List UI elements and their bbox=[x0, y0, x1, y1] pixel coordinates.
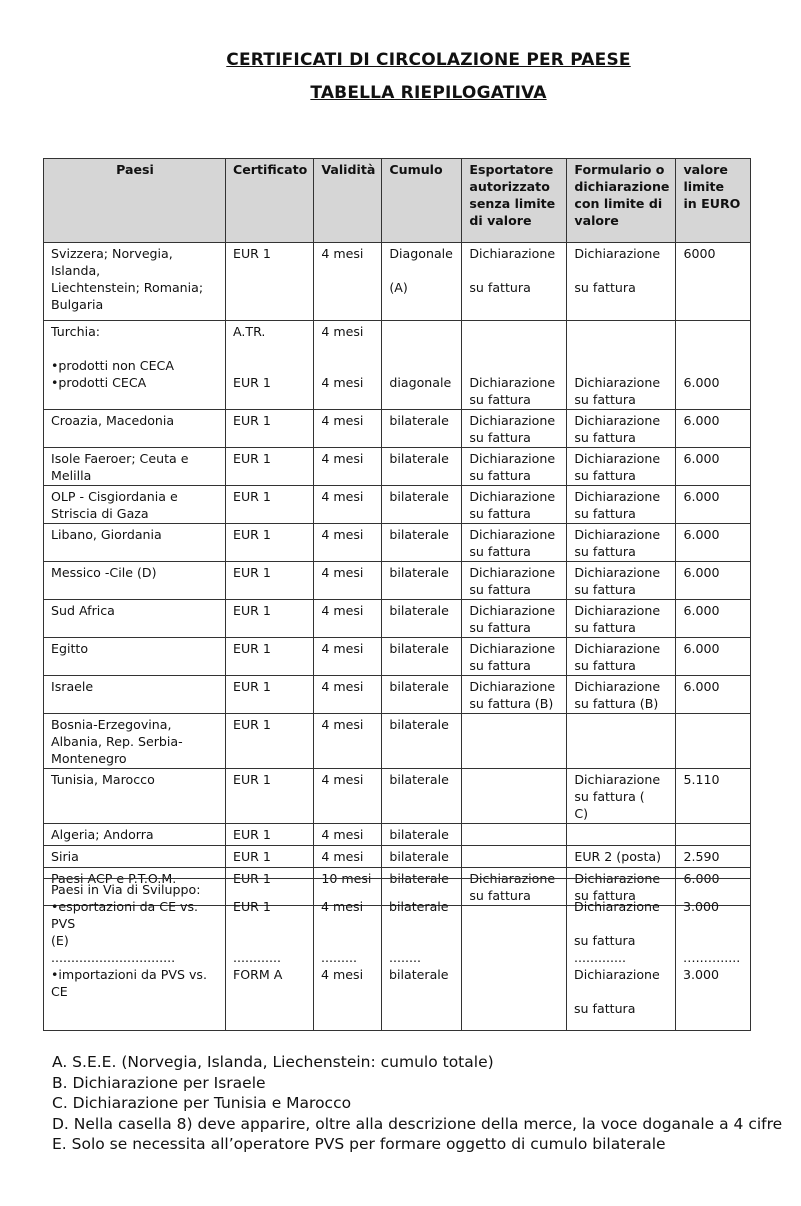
table-header-row bbox=[44, 159, 751, 243]
cell-formulario: Dichiarazione su fattura bbox=[567, 868, 676, 906]
cell-cumulo: Diagonale (A) bbox=[382, 243, 462, 321]
cell-validita: 4 mesi bbox=[314, 714, 382, 769]
pvs-cumulo: bilaterale ........ bilaterale bbox=[382, 879, 462, 1031]
footnote-a: A. S.E.E. (Norvegia, Islanda, Liechenstein: cumulo totale) bbox=[52, 1053, 494, 1071]
header-esportatore: Esportatore autorizzato senza limite di valore bbox=[462, 159, 567, 243]
cell-paesi: Croazia, Macedonia bbox=[44, 410, 226, 448]
footnote-c: C. Dichiarazione per Tunisia e Marocco bbox=[52, 1094, 352, 1112]
cell-esportatore: Dichiarazione su fattura bbox=[462, 600, 567, 638]
footnote-b: B. Dichiarazione per Israele bbox=[52, 1073, 266, 1092]
cell-esportatore: Dichiarazione su fattura (B) bbox=[462, 676, 567, 714]
cell-paesi: Turchia: •prodotti non CECA •prodotti CECA bbox=[44, 321, 226, 410]
footnote-e: E. Solo se necessita all’operatore PVS per formare oggetto di cumulo bilaterale bbox=[52, 1135, 666, 1153]
cell-paesi: Bosnia-Erzegovina, Albania, Rep. Serbia- Montenegro bbox=[44, 714, 226, 769]
cell-formulario: Dichiarazione su fattura bbox=[567, 321, 676, 410]
pvs-formulario: Dichiarazione su fattura ............. Dichiarazione su fattura bbox=[567, 879, 676, 1031]
table-row bbox=[44, 600, 751, 638]
cell-certificato: EUR 1 bbox=[226, 846, 314, 868]
cell-cumulo: bilaterale bbox=[382, 769, 462, 824]
table-row bbox=[44, 769, 751, 824]
cell-paesi: Libano, Giordania bbox=[44, 524, 226, 562]
cell-valore: 6.000 bbox=[676, 868, 751, 906]
header-formulario: Formulario o dichiarazione con limite di valore bbox=[567, 159, 676, 243]
cell-esportatore: Dichiarazione su fattura bbox=[462, 321, 567, 410]
cell-cumulo: bilaterale bbox=[382, 868, 462, 906]
cell-valore: 6.000 bbox=[676, 638, 751, 676]
cell-esportatore bbox=[462, 824, 567, 846]
cell-formulario bbox=[567, 824, 676, 846]
cell-formulario: Dichiarazione su fattura bbox=[567, 243, 676, 321]
cell-validita: 4 mesi bbox=[314, 524, 382, 562]
cell-paesi: OLP - Cisgiordania e Striscia di Gaza bbox=[44, 486, 226, 524]
summary-table bbox=[43, 158, 751, 906]
pvs-table bbox=[43, 878, 751, 1031]
cell-formulario: EUR 2 (posta) bbox=[567, 846, 676, 868]
cell-paesi: Paesi ACP e P.T.O.M. bbox=[44, 868, 226, 906]
cell-paesi: Messico -Cile (D) bbox=[44, 562, 226, 600]
cell-certificato: EUR 1 bbox=[226, 769, 314, 824]
cell-formulario: Dichiarazione su fattura ( C) bbox=[567, 769, 676, 824]
table-row bbox=[44, 410, 751, 448]
cell-valore bbox=[676, 714, 751, 769]
cell-cumulo: bilaterale bbox=[382, 486, 462, 524]
header-paesi: Paesi bbox=[44, 159, 226, 243]
cell-formulario: Dichiarazione su fattura bbox=[567, 600, 676, 638]
cell-cumulo: bilaterale bbox=[382, 410, 462, 448]
cell-validita: 4 mesi bbox=[314, 638, 382, 676]
table-row bbox=[44, 638, 751, 676]
cell-cumulo: bilaterale bbox=[382, 714, 462, 769]
header-valore-limite: valore limite in EURO bbox=[676, 159, 751, 243]
cell-esportatore bbox=[462, 846, 567, 868]
cell-certificato: EUR 1 bbox=[226, 448, 314, 486]
table-row bbox=[44, 524, 751, 562]
cell-validita: 4 mesi bbox=[314, 562, 382, 600]
cell-esportatore: Dichiarazione su fattura bbox=[462, 562, 567, 600]
cell-certificato: EUR 1 bbox=[226, 868, 314, 906]
cell-formulario: Dichiarazione su fattura bbox=[567, 524, 676, 562]
cell-validita: 4 mesi bbox=[314, 243, 382, 321]
cell-validita: 4 mesi bbox=[314, 824, 382, 846]
cell-valore: 5.110 bbox=[676, 769, 751, 824]
cell-paesi: Sud Africa bbox=[44, 600, 226, 638]
table-row bbox=[44, 562, 751, 600]
header-cumulo: Cumulo bbox=[382, 159, 462, 243]
cell-certificato: EUR 1 bbox=[226, 824, 314, 846]
cell-paesi: Tunisia, Marocco bbox=[44, 769, 226, 824]
cell-esportatore: Dichiarazione su fattura bbox=[462, 410, 567, 448]
cell-esportatore bbox=[462, 714, 567, 769]
cell-validita: 4 mesi bbox=[314, 486, 382, 524]
cell-formulario bbox=[567, 714, 676, 769]
cell-valore: 6.000 bbox=[676, 448, 751, 486]
pvs-valore: 3.000 …..…...... 3.000 bbox=[676, 879, 751, 1031]
document-subtitle: TABELLA RIEPILOGATIVA bbox=[310, 83, 547, 103]
cell-formulario: Dichiarazione su fattura bbox=[567, 638, 676, 676]
cell-cumulo: bilaterale bbox=[382, 638, 462, 676]
cell-certificato: EUR 1 bbox=[226, 524, 314, 562]
cell-formulario: Dichiarazione su fattura bbox=[567, 410, 676, 448]
footnote-d: D. Nella casella 8) deve apparire, oltre alla descrizione della merce, la voce doganale a 4 cifre bbox=[52, 1114, 783, 1133]
cell-cumulo: bilaterale bbox=[382, 524, 462, 562]
cell-valore: 6.000 bbox=[676, 600, 751, 638]
cell-valore: 6.000 bbox=[676, 676, 751, 714]
pvs-paesi: Paesi in Via di Sviluppo: •esportazioni da CE vs. PVS (E) ............................... •importazioni da PVS vs. CE bbox=[44, 879, 226, 1031]
header-certificato: Certificato bbox=[226, 159, 314, 243]
cell-certificato: EUR 1 bbox=[226, 676, 314, 714]
table-row bbox=[44, 486, 751, 524]
cell-certificato: EUR 1 bbox=[226, 638, 314, 676]
cell-valore: 6.000 bbox=[676, 562, 751, 600]
table-row bbox=[44, 243, 751, 321]
cell-formulario: Dichiarazione su fattura (B) bbox=[567, 676, 676, 714]
table-row-pvs bbox=[44, 879, 751, 1031]
cell-cumulo: diagonale bbox=[382, 321, 462, 410]
cell-valore: 2.590 bbox=[676, 846, 751, 868]
table-row bbox=[44, 714, 751, 769]
cell-certificato: EUR 1 bbox=[226, 600, 314, 638]
cell-certificato: A.TR. EUR 1 bbox=[226, 321, 314, 410]
cell-esportatore: Dichiarazione su fattura bbox=[462, 638, 567, 676]
cell-validita: 4 mesi 4 mesi bbox=[314, 321, 382, 410]
cell-paesi: Isole Faeroer; Ceuta e Melilla bbox=[44, 448, 226, 486]
cell-validita: 4 mesi bbox=[314, 846, 382, 868]
cell-validita: 4 mesi bbox=[314, 600, 382, 638]
cell-cumulo: bilaterale bbox=[382, 562, 462, 600]
cell-validita: 4 mesi bbox=[314, 448, 382, 486]
cell-paesi: Siria bbox=[44, 846, 226, 868]
cell-certificato: EUR 1 bbox=[226, 714, 314, 769]
cell-paesi: Egitto bbox=[44, 638, 226, 676]
cell-esportatore: Dichiarazione su fattura bbox=[462, 448, 567, 486]
cell-certificato: EUR 1 bbox=[226, 562, 314, 600]
cell-paesi: Svizzera; Norvegia, Islanda, Liechtenstein; Romania; Bulgaria bbox=[44, 243, 226, 321]
cell-formulario: Dichiarazione su fattura bbox=[567, 448, 676, 486]
cell-certificato: EUR 1 bbox=[226, 243, 314, 321]
cell-valore: 6.000 bbox=[676, 321, 751, 410]
cell-cumulo: bilaterale bbox=[382, 600, 462, 638]
cell-esportatore: Dichiarazione su fattura bbox=[462, 868, 567, 906]
cell-valore: 6.000 bbox=[676, 410, 751, 448]
table-row bbox=[44, 824, 751, 846]
pvs-certificato: EUR 1 ............ FORM A bbox=[226, 879, 314, 1031]
cell-valore: 6.000 bbox=[676, 524, 751, 562]
document-title: CERTIFICATI DI CIRCOLAZIONE PER PAESE bbox=[226, 50, 631, 70]
cell-esportatore: Dichiarazione su fattura bbox=[462, 486, 567, 524]
cell-formulario: Dichiarazione su fattura bbox=[567, 486, 676, 524]
cell-validita: 4 mesi bbox=[314, 676, 382, 714]
table-row bbox=[44, 676, 751, 714]
footnotes bbox=[52, 1052, 792, 1155]
cell-esportatore: Dichiarazione su fattura bbox=[462, 243, 567, 321]
cell-paesi: Israele bbox=[44, 676, 226, 714]
cell-cumulo: bilaterale bbox=[382, 676, 462, 714]
table-row bbox=[44, 448, 751, 486]
cell-esportatore: Dichiarazione su fattura bbox=[462, 524, 567, 562]
cell-cumulo: bilaterale bbox=[382, 824, 462, 846]
cell-validita: 10 mesi bbox=[314, 868, 382, 906]
cell-valore: 6.000 bbox=[676, 486, 751, 524]
pvs-esportatore bbox=[462, 879, 567, 1031]
cell-cumulo: bilaterale bbox=[382, 448, 462, 486]
table-row bbox=[44, 321, 751, 410]
cell-esportatore bbox=[462, 769, 567, 824]
cell-formulario: Dichiarazione su fattura bbox=[567, 562, 676, 600]
cell-valore: 6000 bbox=[676, 243, 751, 321]
pvs-validita: 4 mesi ......... 4 mesi bbox=[314, 879, 382, 1031]
cell-validita: 4 mesi bbox=[314, 769, 382, 824]
header-validita: Validità bbox=[314, 159, 382, 243]
cell-certificato: EUR 1 bbox=[226, 410, 314, 448]
cell-paesi: Algeria; Andorra bbox=[44, 824, 226, 846]
cell-validita: 4 mesi bbox=[314, 410, 382, 448]
cell-cumulo: bilaterale bbox=[382, 846, 462, 868]
cell-valore bbox=[676, 824, 751, 846]
table-row bbox=[44, 846, 751, 868]
cell-certificato: EUR 1 bbox=[226, 486, 314, 524]
